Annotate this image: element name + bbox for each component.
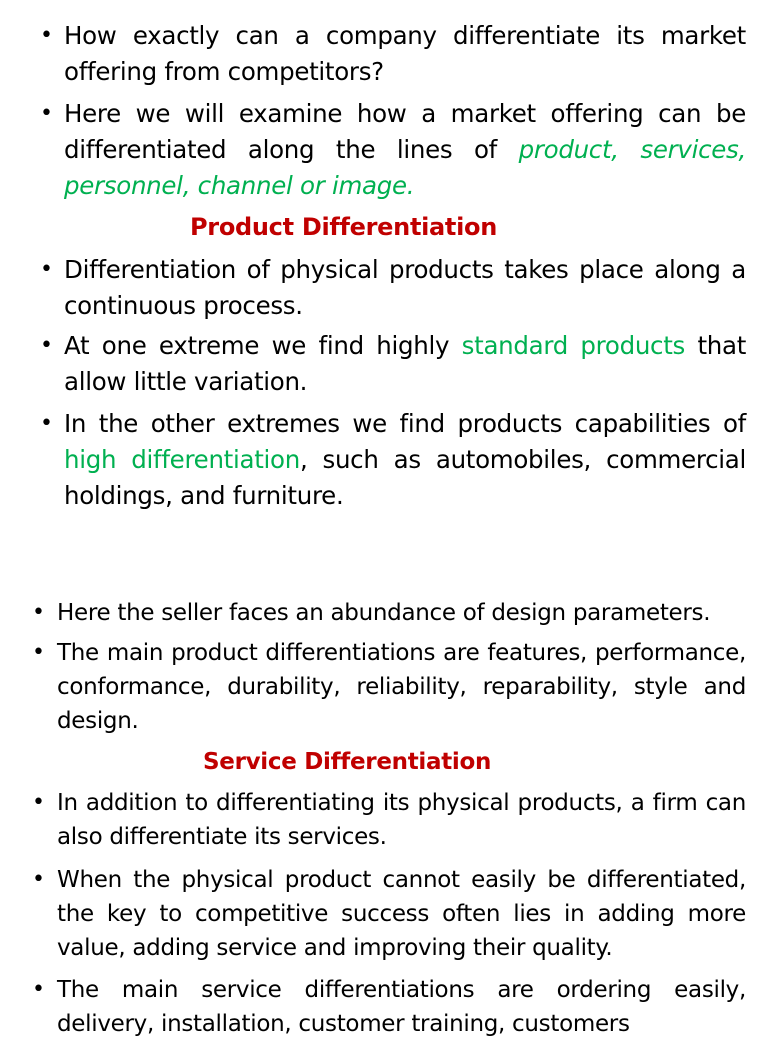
section-heading: Product Differentiation (190, 213, 498, 241)
bullet-item (0, 96, 768, 204)
bullet-icon: • (40, 411, 53, 436)
bullet-icon: • (40, 333, 53, 358)
bullet-text: The main product differentiations are features, performance, conformance, durability, reliability, reparability, style and design. (57, 640, 746, 734)
highlighted-text: product, services, personnel, channel or image. (64, 135, 747, 200)
bullet-text: , such as automobiles, commercial holdings, and furniture. (64, 445, 746, 510)
bullet-text: Differentiation of physical products takes place along a continuous process. (64, 255, 746, 320)
bullet-icon: • (40, 23, 53, 48)
section-heading: Service Differentiation (203, 749, 492, 775)
bullet-item (0, 18, 768, 90)
bullet-icon: • (32, 790, 45, 815)
bullet-icon: • (32, 867, 45, 892)
bullet-text: Here we will examine how a market offering can be differentiated along the lines of (64, 99, 746, 164)
slide-service-differentiation (0, 586, 768, 1037)
bullet-icon: • (40, 101, 53, 126)
bullet-text: that allow little variation. (64, 331, 747, 396)
bullet-item (0, 252, 768, 324)
highlighted-text: standard products (461, 331, 685, 360)
bullet-text: How exactly can a company differentiate its market offering from competitors? (64, 21, 746, 86)
bullet-item (0, 863, 768, 965)
bullet-text: Here the seller faces an abundance of design parameters. (57, 600, 711, 626)
bullet-icon: • (32, 600, 45, 625)
bullet-text: In addition to differentiating its physical products, a firm can also differentiate its services. (57, 790, 746, 850)
bullet-item (0, 596, 768, 630)
bullet-icon: • (32, 977, 45, 1002)
bullet-item (0, 328, 768, 400)
bullet-text: The main service differentiations are ordering easily, delivery, installation, customer training, customers (57, 977, 746, 1037)
bullet-item (0, 786, 768, 854)
bullet-text: When the physical product cannot easily be differentiated, the key to competitive success often lies in adding more value, adding service and improving their quality. (57, 867, 746, 961)
bullet-icon: • (32, 640, 45, 665)
bullet-item (0, 636, 768, 738)
highlighted-text: high differentiation (64, 445, 300, 474)
bullet-icon: • (40, 257, 53, 282)
bullet-item (0, 973, 768, 1041)
bullet-text: In the other extremes we find products capabilities of (64, 409, 746, 438)
bullet-text: At one extreme we find highly (64, 331, 462, 360)
bullet-item (0, 406, 768, 514)
